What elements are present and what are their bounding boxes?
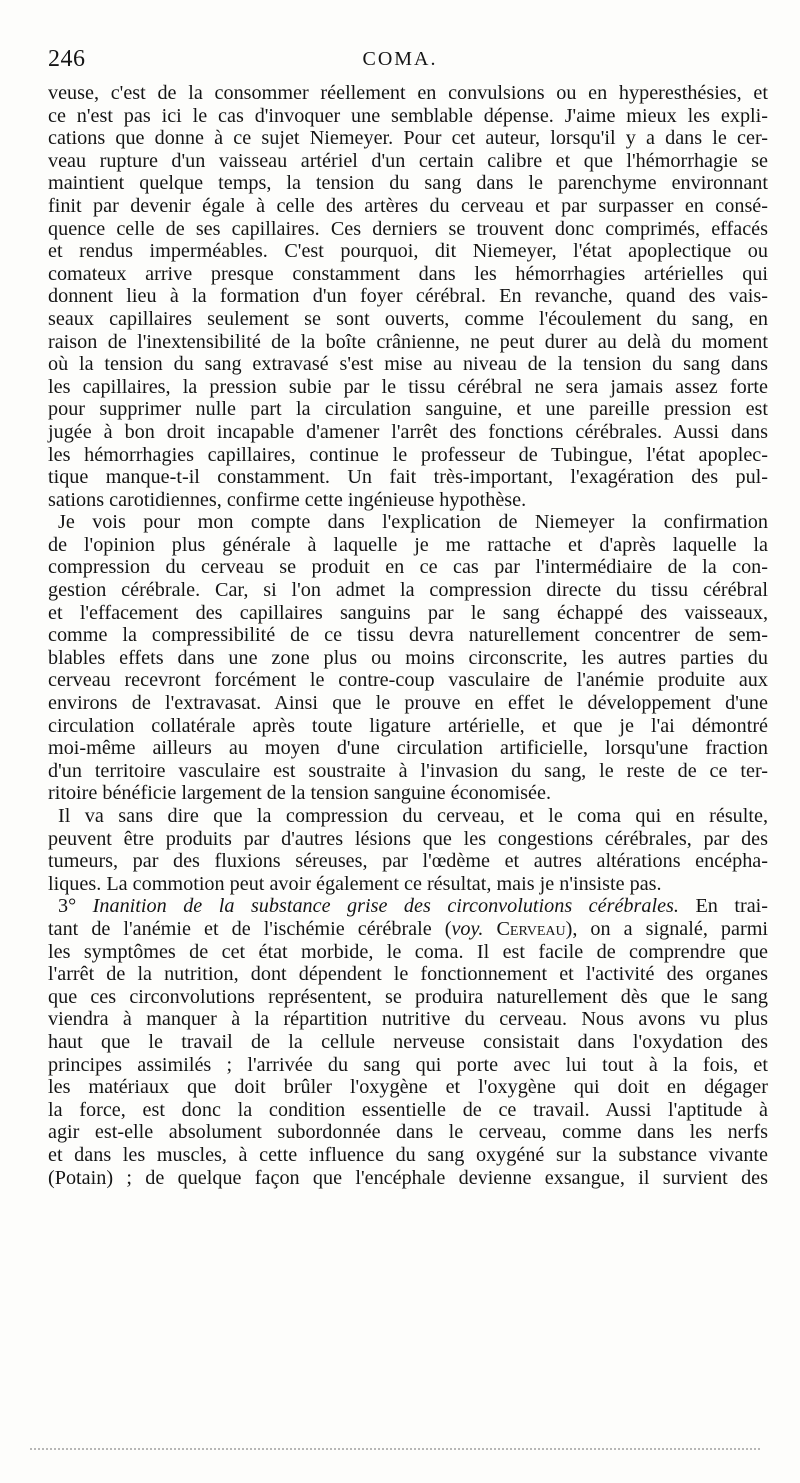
section-heading: Inanition de la substance grise des circonvolutions cérébrales.	[92, 895, 679, 918]
text-line: (Potain) ; de quelque façon que l'encéphale devienne exsangue, il survient des	[48, 1166, 768, 1189]
body-text	[48, 82, 768, 1189]
text-line: cations que donne à ce sujet Niemeyer. Pour cet auteur, lorsqu'il y a dans le cer-	[48, 127, 768, 150]
text-line: viendra à manquer à la répartition nutritive du cerveau. Nous avons vu plus	[48, 1008, 768, 1031]
text-line: les symptômes de cet état morbide, le coma. Il est facile de comprendre que	[48, 940, 768, 963]
text-line: haut que le travail de la cellule nerveuse consistait dans l'oxydation des	[48, 1030, 768, 1053]
text-line: ritoire bénéficie largement de la tension sanguine économisée.	[48, 782, 552, 805]
text-line: d'un territoire vasculaire est soustraite à l'invasion du sang, le reste de ce ter-	[48, 759, 768, 782]
reference-close: ), on a signalé, parmi	[565, 917, 769, 940]
text-line: donnent lieu à la formation d'un foyer cérébral. En revanche, quand des vais-	[48, 285, 768, 308]
text-line: seaux capillaires seulement se sont ouverts, comme l'écoulement du sang, en	[48, 307, 768, 330]
text-line: circulation collatérale après toute ligature artérielle, et que je l'ai démontré	[48, 714, 768, 737]
text-line: comme la compressibilité de ce tissu devra naturellement concentrer de sem-	[48, 624, 768, 647]
text-line: veau rupture d'un vaisseau artériel d'un certain calibre et que l'hémorrhagie se	[48, 149, 768, 172]
text-line: finit par devenir égale à celle des artères du cerveau et par surpasser en consé-	[48, 194, 768, 217]
text-line: compression du cerveau se produit en ce cas par l'intermédiaire de la con-	[48, 556, 768, 579]
text-line: Je vois pour mon compte dans l'explication de Niemeyer la confirmation	[58, 511, 768, 534]
text-line: environs de l'extravasat. Ainsi que le prouve en effet le développement d'une	[48, 692, 768, 715]
reference-voy: voy.	[451, 917, 484, 940]
text-line: moi-même ailleurs au moyen d'une circulation artificielle, lorsqu'une fraction	[48, 737, 768, 760]
paragraph-1	[48, 82, 768, 511]
text-line: pour supprimer nulle part la circulation sanguine, et une pareille pression est	[48, 398, 768, 421]
text-line: jugée à bon droit incapable d'amener l'arrêt des fonctions cérébrales. Aussi dans	[48, 420, 768, 443]
paragraph-3	[48, 805, 768, 895]
text-line: et rendus imperméables. C'est pourquoi, dit Niemeyer, l'état apoplectique ou	[48, 240, 768, 263]
paragraph-2	[48, 511, 768, 805]
reference-line	[48, 918, 768, 941]
section-number: 3°	[58, 895, 77, 918]
text-line: et l'effacement des capillaires sanguins par le sang échappé des vaisseaux,	[48, 601, 768, 624]
text-line: de l'opinion plus générale à laquelle je me rattache et d'après laquelle la	[48, 533, 768, 556]
text-line: liques. La commotion peut avoir également ce résultat, mais je n'insiste pas.	[48, 872, 662, 895]
text-line: gestion cérébrale. Car, si l'on admet la compression directe du tissu cérébral	[48, 579, 768, 602]
text-line: blables effets dans une zone plus ou moins circonscrite, les autres parties du	[48, 646, 768, 669]
text-line: raison de l'inextensibilité de la boîte crânienne, ne peut durer au delà du moment	[48, 330, 768, 353]
section-heading-line	[48, 895, 768, 918]
text-line: ce n'est pas ici le cas d'invoquer une semblable dépense. J'aime mieux les expli-	[48, 104, 768, 127]
text-line: principes assimilés ; l'arrivée du sang qui porte avec lui tout à la fois, et	[48, 1053, 768, 1076]
section-heading-tail: En trai-	[695, 895, 768, 918]
text-line: la force, est donc la condition essentielle de ce travail. Aussi l'aptitude à	[48, 1098, 768, 1121]
text-line: cerveau recevront forcément le contre-coup vasculaire de l'anémie produite aux	[48, 669, 768, 692]
page-number: 246	[48, 46, 86, 72]
text-line: tumeurs, par des fluxions séreuses, par l'œdème et autres altérations encépha-	[48, 850, 768, 873]
reference-open: tant de l'anémie et de l'ischémie cérébrale (	[48, 917, 452, 940]
text-line: peuvent être produits par d'autres lésions que les congestions cérébrales, par des	[48, 827, 768, 850]
text-line: les matériaux que doit brûler l'oxygène et l'oxygène qui doit en dégager	[48, 1076, 768, 1099]
running-head: COMA.	[362, 48, 438, 70]
text-line: où la tension du sang extravasé s'est mise au niveau de la tension du sang dans	[48, 353, 768, 376]
text-line: tique manque-t-il constamment. Un fait très-important, l'exagération des pul-	[48, 466, 768, 489]
text-line: veuse, c'est de la consommer réellement en convulsions ou en hyperesthésies, et	[48, 82, 768, 104]
paragraph-4	[48, 895, 768, 1189]
text-line: et dans les muscles, à cette influence du sang oxygéné sur la substance vivante	[48, 1143, 768, 1166]
text-line: sations carotidiennes, confirme cette ingénieuse hypothèse.	[48, 488, 527, 511]
page-header	[48, 46, 752, 80]
text-line: que ces circonvolutions représentent, se produira naturellement dès que le sang	[48, 985, 768, 1008]
text-line: les hémorrhagies capillaires, continue le professeur de Tubingue, l'état apoplec-	[48, 443, 768, 466]
reference-word: Cerveau	[496, 917, 566, 940]
scan-artifact-divider	[30, 1448, 760, 1452]
text-line: quence celle de ses capillaires. Ces derniers se trouvent donc comprimés, effacés	[48, 217, 768, 240]
text-line: comateux arrive presque constamment dans les hémorrhagies artérielles qui	[48, 262, 768, 285]
text-line: Il va sans dire que la compression du cerveau, et le coma qui en résulte,	[58, 805, 768, 827]
text-line: agir est-elle absolument subordonnée dans le cerveau, comme dans les nerfs	[48, 1121, 768, 1144]
text-line: maintient quelque temps, la tension du sang dans le parenchyme environnant	[48, 172, 768, 195]
text-line: l'arrêt de la nutrition, dont dépendent le fonctionnement et l'activité des organes	[48, 963, 768, 986]
text-line: les capillaires, la pression subie par le tissu cérébral ne sera jamais assez forte	[48, 375, 768, 398]
